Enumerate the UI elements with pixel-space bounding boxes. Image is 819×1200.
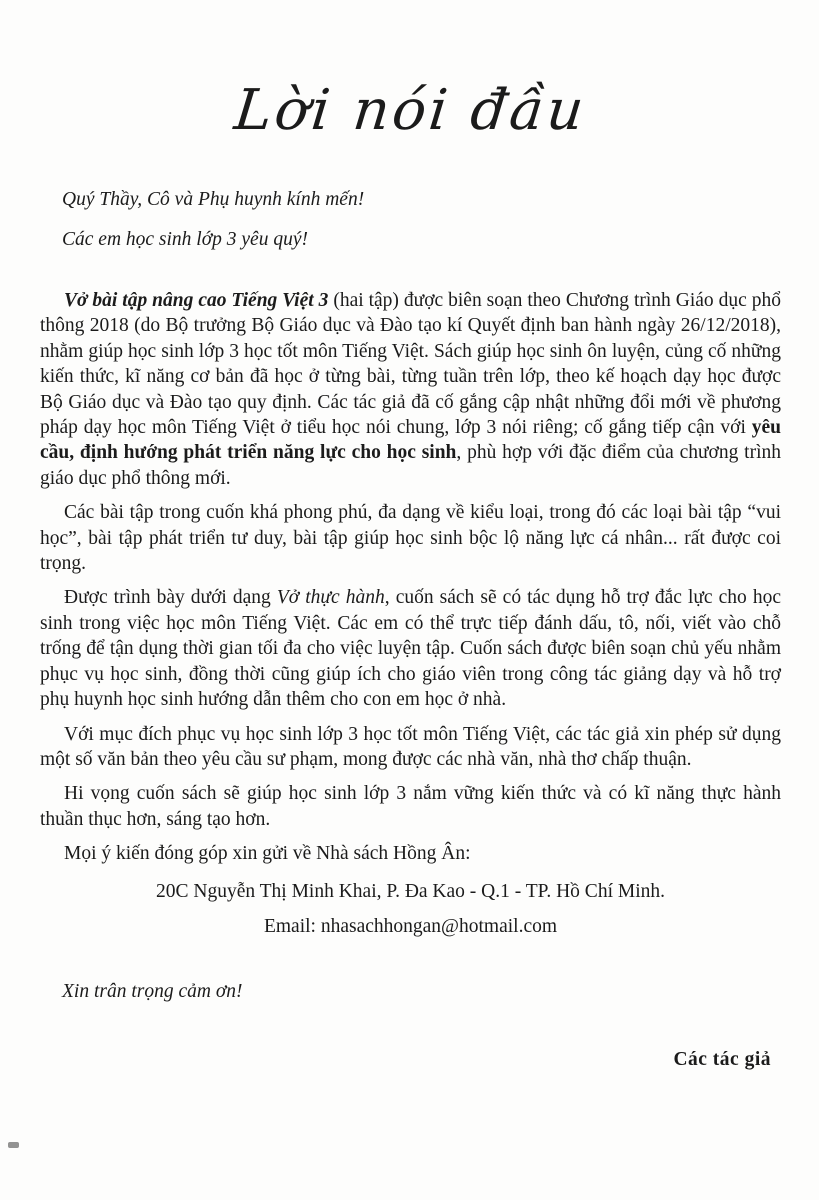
publisher-email: Email: nhasachhongan@hotmail.com (263, 915, 558, 937)
paragraph-segment: Vở thực hành (276, 587, 385, 609)
paragraph (40, 722, 781, 773)
greeting-teachers-parents: Quý Thầy, Cô và Phụ huynh kính mến! (62, 189, 365, 210)
paragraph-segment: yêu cầu, định hướng phát triển năng lực cho học sinh (40, 417, 781, 464)
thanks-line: Xin trân trọng cảm ơn! (62, 980, 243, 1002)
authors-signature: Các tác giả (673, 1048, 771, 1070)
publisher-address: 20C Nguyễn Thị Minh Khai, P. Đa Kao - Q.1 - TP. Hồ Chí Minh. (156, 880, 665, 902)
paragraph-segment: Các bài tập trong cuốn khá phong phú, đa dạng về kiểu loại, trong đó các loại bài tập “vui học”, bài tập phát triển tư duy, bài tập giúp học sinh bộc lộ năng lực cá nhân... rất được coi trọng. (40, 502, 781, 575)
paragraph-segment: Với mục đích phục vụ học sinh lớp 3 học tốt môn Tiếng Việt, các tác giả xin phép sử dụng một số văn bản theo yêu cầu sư phạm, mong được các nhà văn, nhà thơ chấp thuận. (40, 723, 781, 770)
paragraph-segment: , phù hợp với đặc điểm của chương trình giáo dục phổ thông mới. (40, 442, 781, 489)
paragraph (40, 288, 781, 491)
paragraph-segment: (hai tập) được biên soạn theo Chương trình Giáo dục phổ thông 2018 (do Bộ trưởng Bộ Giáo dục và Đào tạo kí Quyết định ban hành ngày 26/12/2018), nhằm giúp học sinh lớp 3 học tốt môn Tiếng Việt. Sách giúp học sinh ôn luyện, củng cố những kiến thức, kĩ năng cơ bản đã học ở từng bài, từng tuần trên lớp, theo kế hoạch dạy học được Bộ Giáo dục và Đào tạo quy định. Các tác giả đã cố gắng cập nhật những đổi mới về phương pháp dạy học môn Tiếng Việt ở tiểu học nói chung, lớp 3 nói riêng; cố gắng tiếp cận với (40, 290, 781, 439)
greeting-students: Các em học sinh lớp 3 yêu quý! (62, 229, 308, 250)
paragraph-segment: Hi vọng cuốn sách sẽ giúp học sinh lớp 3 nắm vững kiến thức và có kĩ năng thực hành thuần thục hơn, sáng tạo hơn. (40, 783, 781, 830)
paragraph-segment: , cuốn sách sẽ có tác dụng hỗ trợ đắc lực cho học sinh trong việc học môn Tiếng Việt. Các em có thể trực tiếp đánh dấu, tô, nối, viết vào chỗ trống để tận dụng thời gian tối đa cho việc luyện tập. Cuốn sách được biên soạn chủ yếu nhằm phục vụ học sinh, đồng thời cũng giúp ích cho giáo viên trong công tác giảng dạy và hỗ trợ phụ huynh học sinh hướng dẫn thêm cho con em học ở nhà. (40, 587, 782, 711)
scan-artifact (8, 1142, 19, 1148)
paragraph (40, 500, 781, 576)
paragraph-segment: Vở bài tập nâng cao Tiếng Việt 3 (64, 290, 329, 311)
paragraphs-container (40, 288, 781, 867)
paragraph (40, 781, 781, 832)
page-title: Lời nói đầu (231, 78, 590, 143)
paragraph-segment: Được trình bày dưới dạng (64, 587, 277, 609)
paragraph-segment: Mọi ý kiến đóng góp xin gửi về Nhà sách Hồng Ân: (64, 843, 471, 865)
paragraph (40, 585, 781, 712)
paragraph (40, 841, 781, 866)
